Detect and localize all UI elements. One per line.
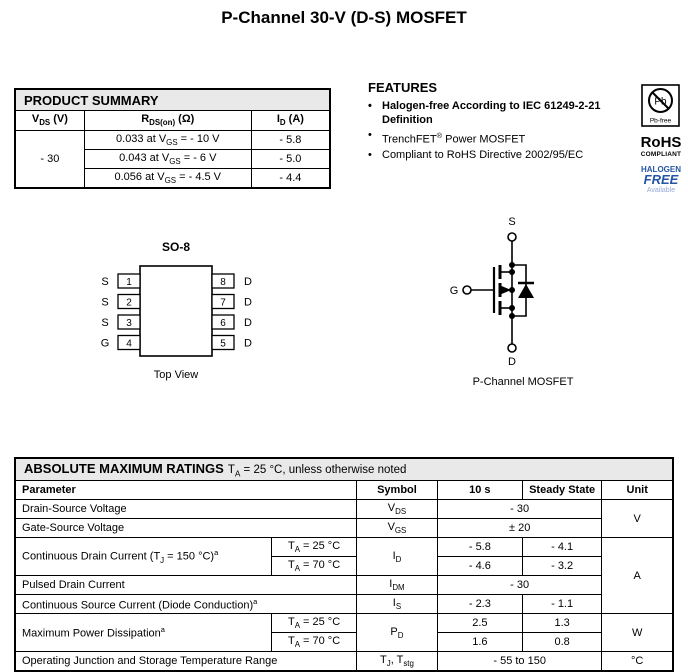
ps-rds-cell: 0.043 at $V_{GS}$ = - 6 V — [84, 150, 251, 169]
amr-header-unit: Unit — [602, 481, 673, 500]
value-cell: ± 20 — [437, 519, 601, 538]
ps-header-vds: $V_{DS}$ (V) — [15, 111, 84, 131]
table-row — [15, 652, 673, 672]
pin-label: D — [244, 296, 252, 309]
param-cell: Continuous Source Current (Diode Conduction)$^a$ — [15, 595, 357, 614]
features-title: FEATURES — [368, 80, 438, 95]
symbol-cell: $T_J$, $T_{stg}$ — [357, 652, 438, 672]
condition-cell: $T_A = 70$ °C — [272, 557, 357, 576]
gate-terminal-label: G — [449, 285, 459, 297]
amr-header-steady: Steady State — [522, 481, 602, 500]
value-cell: 2.5 — [437, 614, 522, 633]
amr-header-parameter: Parameter — [15, 481, 357, 500]
symbol-cell: $I_D$ — [357, 538, 438, 576]
value-cell: - 30 — [437, 500, 601, 519]
param-cell: Maximum Power Dissipation$^a$ — [15, 614, 272, 652]
body-diode-icon — [518, 284, 534, 298]
unit-cell: A — [602, 538, 673, 614]
value-cell: - 5.8 — [437, 538, 522, 557]
ps-rds-cell: 0.056 at $V_{GS}$ = - 4.5 V — [84, 169, 251, 189]
package-body — [140, 266, 212, 356]
symbol-cell: $I_{DM}$ — [357, 576, 438, 595]
table-row — [15, 131, 330, 150]
so8-title: SO-8 — [161, 240, 191, 254]
ps-id-cell: - 5.0 — [251, 150, 330, 169]
table-row — [15, 481, 673, 500]
ps-vds-value: - 30 — [15, 131, 84, 189]
svg-text:1: 1 — [126, 277, 132, 288]
unit-cell: W — [602, 614, 673, 652]
pin-label: D — [244, 317, 252, 329]
value-cell: - 4.6 — [437, 557, 522, 576]
value-cell: - 3.2 — [522, 557, 602, 576]
pin-label: D — [244, 337, 252, 350]
value-cell: - 30 — [437, 576, 601, 595]
feature-item — [368, 129, 630, 147]
mosfet-symbol — [435, 213, 610, 391]
svg-text:3: 3 — [126, 318, 132, 329]
feature-item — [368, 149, 630, 163]
absolute-maximum-ratings-table — [14, 457, 674, 672]
param-cell: Pulsed Drain Current — [15, 576, 357, 595]
table-row — [15, 595, 673, 614]
value-cell: 1.6 — [437, 633, 522, 652]
feature-text: Compliant to RoHS Directive 2002/95/EC — [382, 149, 584, 162]
amr-header-symbol: Symbol — [357, 481, 438, 500]
ps-header-id: $I_D$ (A) — [251, 111, 330, 131]
value-cell: - 2.3 — [437, 595, 522, 614]
bullet-icon: • — [368, 149, 372, 162]
param-cell: Operating Junction and Storage Temperature Range — [15, 652, 357, 672]
source-terminal-label: S — [508, 216, 516, 228]
condition-cell: $T_A = 25$ °C — [272, 538, 357, 557]
svg-text:2: 2 — [126, 297, 132, 309]
page-title: P-Channel 30-V (D-S) MOSFET — [221, 8, 467, 27]
value-cell: - 55 to 150 — [437, 652, 601, 672]
table-row — [15, 519, 673, 538]
feature-text: Halogen-free According to IEC 61249-2-21 Definition — [382, 100, 601, 126]
table-row — [15, 538, 673, 557]
bullet-icon: • — [368, 100, 372, 112]
pin-label: S — [101, 276, 109, 288]
unit-cell: V — [602, 500, 673, 538]
value-cell: - 4.1 — [522, 538, 602, 557]
unit-cell: °C — [602, 652, 673, 672]
svg-text:Pb-free: Pb-free — [649, 117, 672, 125]
symbol-cell: $V_{DS}$ — [357, 500, 438, 519]
feature-item — [368, 100, 630, 127]
source-terminal — [508, 233, 516, 241]
halogen-free-available: Available — [646, 187, 676, 194]
param-cell: Drain-Source Voltage — [15, 500, 357, 519]
param-cell: Gate-Source Voltage — [15, 519, 357, 538]
svg-text:6: 6 — [220, 318, 226, 329]
table-row — [15, 614, 673, 633]
rohs-badge: RoHS — [640, 134, 682, 151]
pin-label: S — [101, 317, 109, 329]
gate-terminal — [463, 286, 471, 294]
features-section — [368, 80, 630, 165]
ps-id-cell: - 4.4 — [251, 169, 330, 189]
bullet-icon: • — [368, 129, 372, 141]
mosfet-caption: P-Channel MOSFET — [472, 376, 574, 388]
symbol-cell: $P_D$ — [357, 614, 438, 652]
svg-text:4: 4 — [126, 338, 132, 350]
pb-free-icon — [641, 84, 681, 130]
value-cell: 0.8 — [522, 633, 602, 652]
pin-label: S — [101, 296, 109, 309]
table-row — [15, 500, 673, 519]
condition-cell: $T_A = 25$ °C — [272, 614, 357, 633]
ps-id-cell: - 5.8 — [251, 131, 330, 150]
svg-text:5: 5 — [220, 338, 226, 350]
pin-label: G — [100, 337, 110, 350]
symbol-cell: $I_S$ — [357, 595, 438, 614]
halogen-free-badge: HALOGEN — [641, 165, 681, 174]
ps-rds-cell: 0.033 at $V_{GS}$ = - 10 V — [84, 131, 251, 150]
pin-label: D — [244, 276, 252, 288]
svg-text:Pb: Pb — [654, 96, 667, 108]
halogen-free-badge-free: FREE — [643, 172, 679, 187]
svg-text:7: 7 — [220, 297, 226, 309]
ps-header-rds: $R_{DS(on)}$ (Ω) — [84, 111, 251, 131]
product-summary-table — [14, 88, 331, 189]
drain-terminal — [508, 344, 516, 352]
amr-title: ABSOLUTE MAXIMUM RATINGS $T_A = 25$ °C, unless otherwise noted — [15, 458, 673, 481]
compliance-badges — [634, 84, 688, 194]
table-row — [15, 576, 673, 595]
so8-package-diagram — [85, 235, 270, 387]
so8-caption: Top View — [153, 369, 199, 381]
param-cell: Continuous Drain Current ($T_J = 150$ °C)$^a$ — [15, 538, 272, 576]
rohs-compliant-label: COMPLIANT — [640, 151, 682, 158]
product-summary-title: PRODUCT SUMMARY — [15, 89, 330, 111]
condition-cell: $T_A = 70$ °C — [272, 633, 357, 652]
svg-text:8: 8 — [220, 277, 226, 288]
symbol-cell: $V_{GS}$ — [357, 519, 438, 538]
feature-text: TrenchFET® Power MOSFET — [382, 131, 526, 146]
amr-header-10s: 10 s — [437, 481, 522, 500]
value-cell: 1.3 — [522, 614, 602, 633]
drain-terminal-label: D — [508, 356, 516, 368]
value-cell: - 1.1 — [522, 595, 602, 614]
